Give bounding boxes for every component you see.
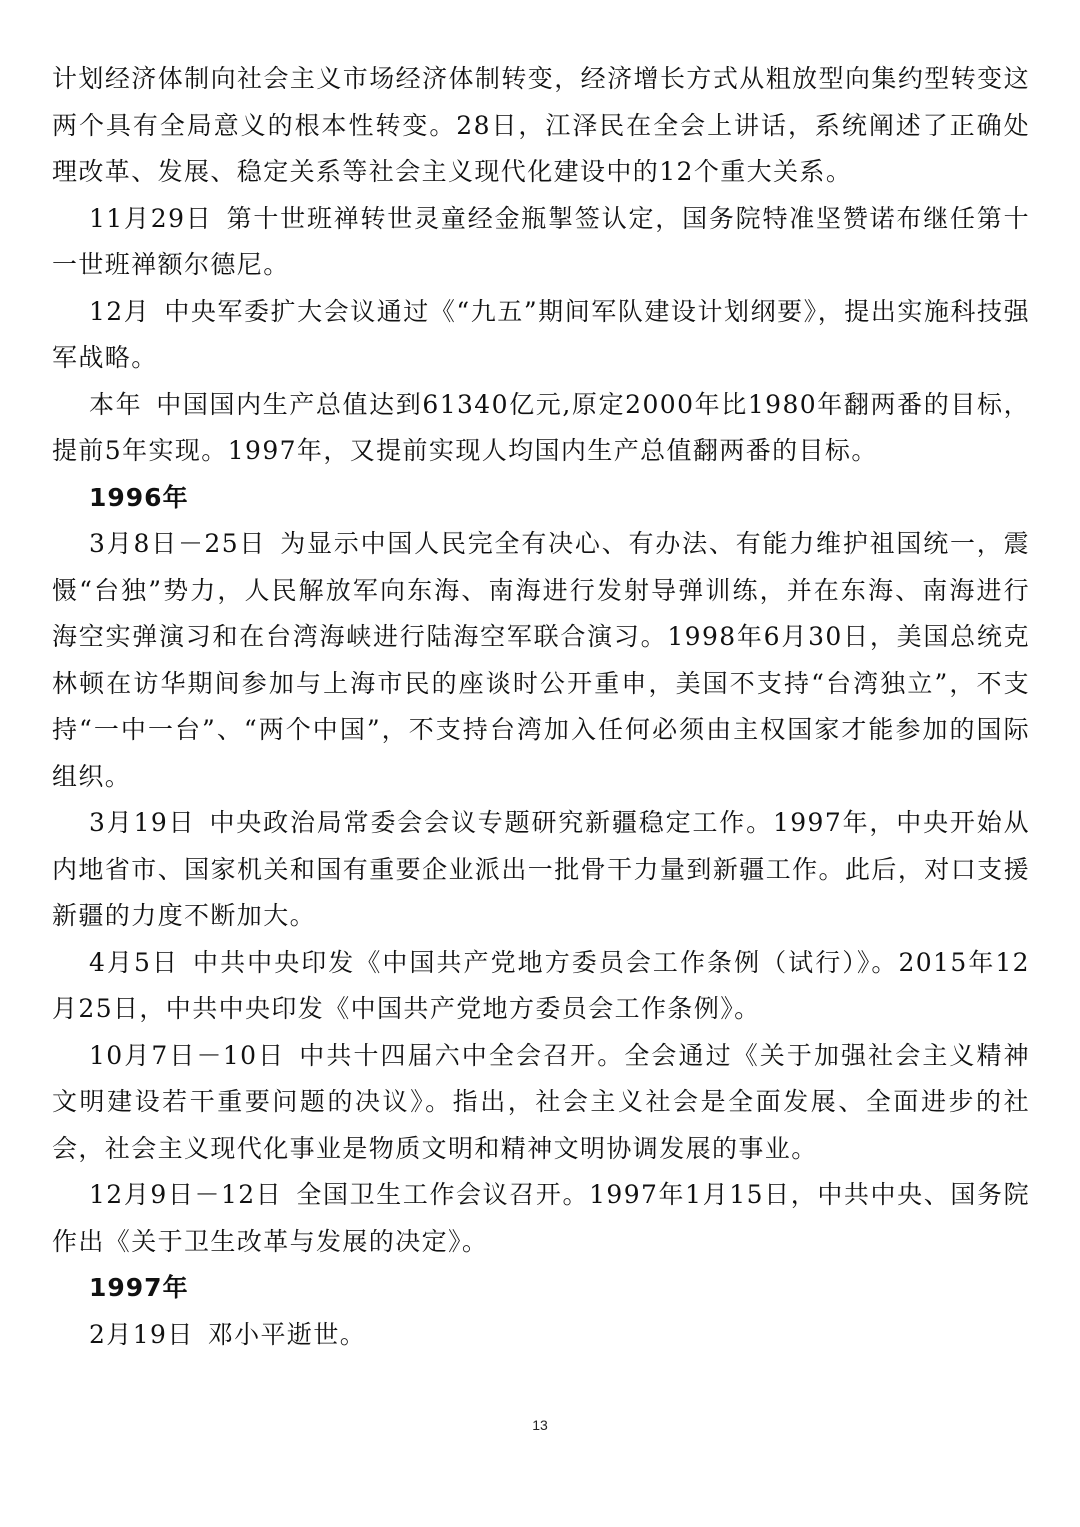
year-heading-1996: 1996年	[89, 482, 189, 512]
entry-date: 3月8日－25日	[89, 529, 267, 558]
entry-1995-year	[52, 382, 1030, 475]
entry-1996-10-07	[52, 1033, 1030, 1173]
entry-text: 中国国内生产总值达到61340亿元,原定2000年比1980年翻两番的目标，提前5年实现。1997年，又提前实现人均国内生产总值翻两番的目标。	[52, 389, 1030, 465]
entry-1996-04-05	[52, 940, 1030, 1033]
entry-text: 邓小平逝世。	[207, 1319, 367, 1349]
year-heading-1997: 1997年	[89, 1273, 189, 1302]
entry-date: 4月5日	[89, 947, 180, 977]
entry-1996-12-09	[52, 1172, 1030, 1265]
entry-date: 3月19日	[89, 808, 196, 837]
entry-1996-03-08	[52, 521, 1030, 800]
entry-date: 12月	[89, 296, 151, 326]
entry-1995-11-29	[52, 196, 1030, 289]
entry-date: 本年	[89, 389, 143, 419]
entry-date: 12月9日－12日	[89, 1180, 283, 1209]
entry-text: 中共十四届六中全会召开。全会通过《关于加强社会主义精神文明建设若干重要问题的决议》。指出，社会主义社会是全面发展、全面进步的社会，社会主义现代化事业是物质文明和精神文明协调发展的事业。	[52, 1040, 1030, 1163]
entry-text: 中央军委扩大会议通过《“九五”期间军队建设计划纲要》，提出实施科技强军战略。	[52, 296, 1031, 372]
entry-1995-12	[52, 289, 1030, 382]
entry-text: 第十世班禅转世灵童经金瓶掣签认定，国务院特准坚赞诺布继任第十一世班禅额尔德尼。	[52, 203, 1030, 279]
entry-text: 中央政治局常委会会议专题研究新疆稳定工作。1997年，中央开始从内地省市、国家机关和国有重要企业派出一批骨干力量到新疆工作。此后，对口支援新疆的力度不断加大。	[52, 808, 1030, 930]
entry-text: 全国卫生工作会议召开。1997年1月15日，中共中央、国务院作出《关于卫生改革与发展的决定》。	[52, 1180, 1030, 1256]
paragraph-continuation: 计划经济体制向社会主义市场经济体制转变，经济增长方式从粗放型向集约型转变这两个具有全局意义的根本性转变。28日，江泽民在全会上讲话，系统阐述了正确处理改革、发展、稳定关系等社会主义现代化建设中的12个重大关系。	[52, 64, 1030, 186]
page-number: 13	[532, 1417, 548, 1433]
entry-text: 为显示中国人民完全有决心、有办法、有能力维护祖国统一，震慑“台独”势力，人民解放军向东海、南海进行发射导弹训练，并在东海、南海进行海空实弹演习和在台湾海峡进行陆海空军联合演习。1998年6月30日，美国总统克林顿在访华期间参加与上海市民的座谈时公开重申，美国不支持“台湾独立”，不支持“一中一台”、“两个中国”，不支持台湾加入任何必须由主权国家才能参加的国际组织。	[52, 529, 1031, 791]
entry-date: 11月29日	[89, 203, 213, 233]
entry-1997-02-19	[52, 1312, 1030, 1359]
entry-date: 2月19日	[89, 1319, 194, 1349]
entry-text: 中共中央印发《中国共产党地方委员会工作条例（试行）》。2015年12月25日，中共中央印发《中国共产党地方委员会工作条例》。	[52, 947, 1030, 1023]
document-page	[52, 56, 1030, 1358]
entry-1996-03-19	[52, 800, 1030, 940]
entry-date: 10月7日－10日	[89, 1040, 286, 1070]
